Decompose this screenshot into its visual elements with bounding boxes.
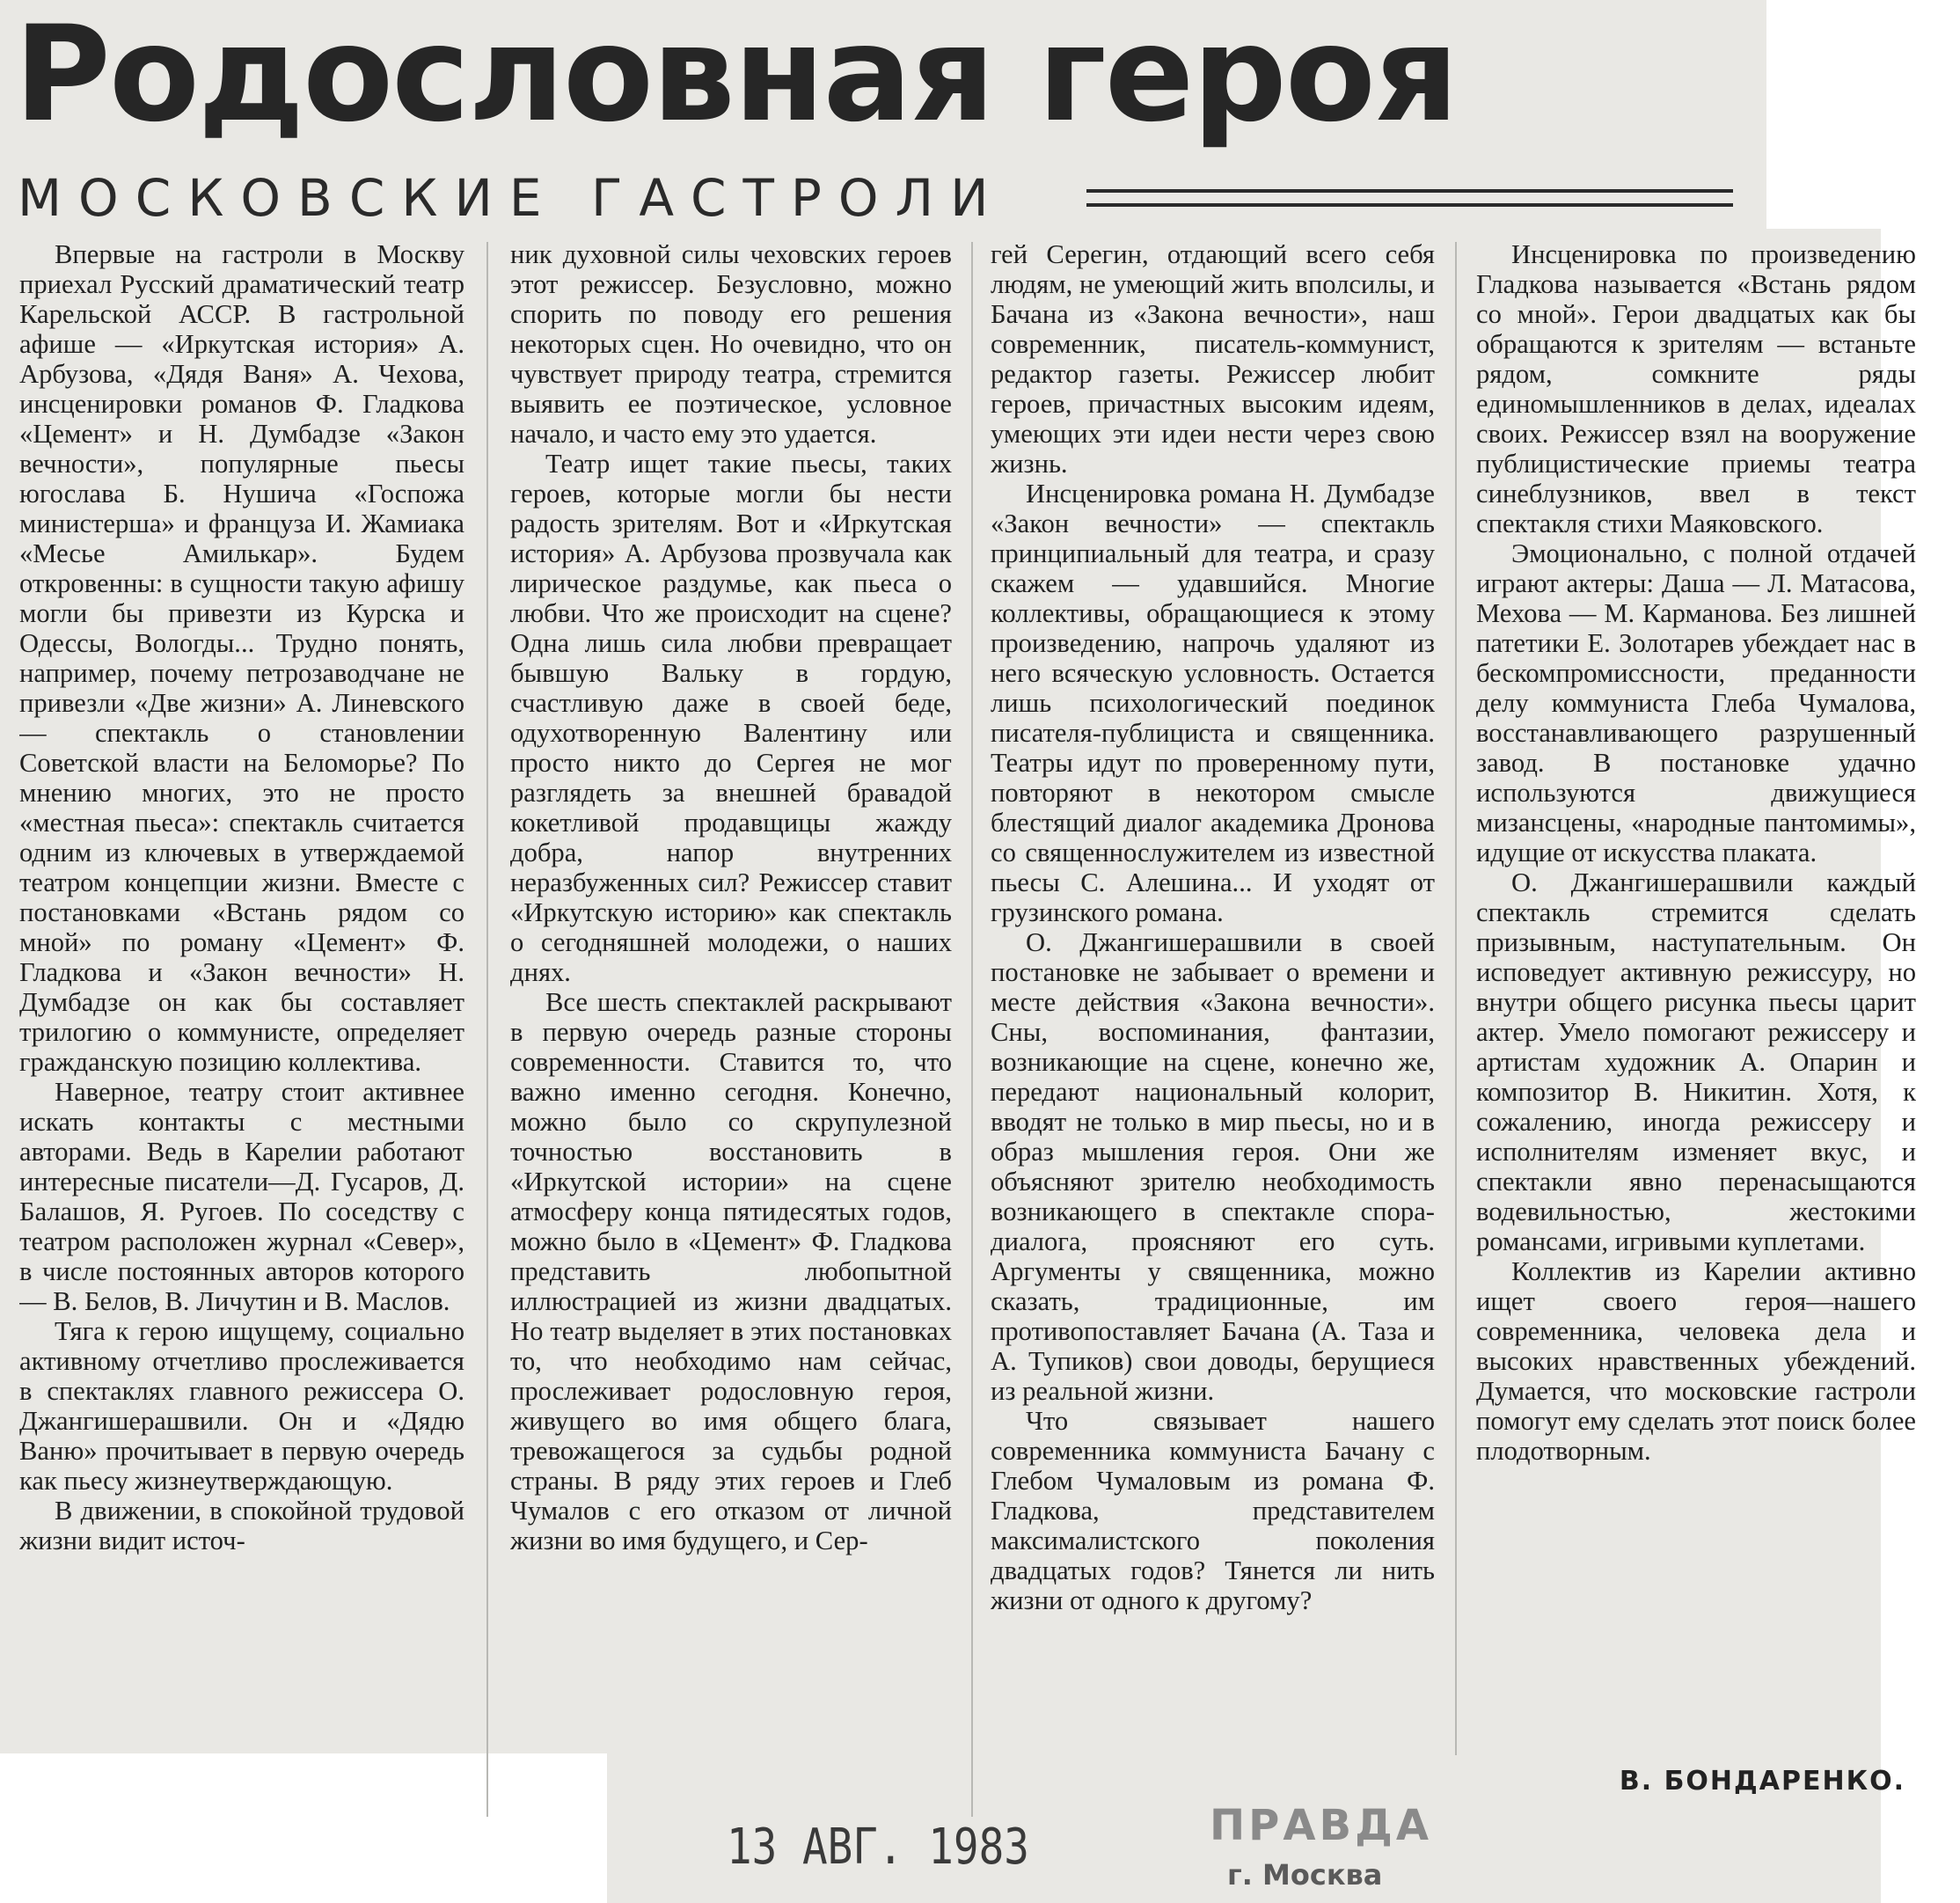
rubric-rule [1086,189,1733,193]
paragraph: О. Джангишерашвили каждый спектакль стремится сделать призывным, наступательным. Он исповедует активную режиссуру, но внутри общего рисунка пьесы царит актер. Умело помогают режиссеру и артистам художник А. Опарин и композитор В. Никитин. Хотя, к сожалению, иногда режиссеру и исполнителям изменяет вкус, и спектакли явно перенасыщаются водевильностью, жестокими романсами, игривыми куплетами. [1476,867,1916,1256]
column-divider [486,242,488,1817]
paragraph: Инсценировка по произведению Гладкова называется «Встань рядом со мной». Герои двадцатых как бы обращаются к зрителям — встаньте рядом, сомкните ряды единомышленников в делах, идеалах своих. Режиссер взял на вооружение публицистические приемы театра синеблузников, ввел в текст спектакля стихи Маяковского. [1476,239,1916,538]
paragraph: Эмоционально, с полной отдачей играют актеры: Даша — Л. Матасова, Мехова — М. Карманова. Без лишней патетики Е. Золотарев убеждает нас в бескомпромиссности, преданности делу коммуниста Глеба Чумалова, восстанавливающего разрушенный завод. В постановке удачно используются движущиеся мизансцены, «народные пантомимы», идущие от искусства плаката. [1476,538,1916,867]
paragraph: Наверное, театру стоит активнее искать контакты с местными авторами. Ведь в Карелии работают интересные писатели—Д. Гусаров, Д. Балашов, Я. Ругоев. По соседству с театром расположен журнал «Север», в числе постоянных авторов которого — В. Белов, В. Личутин и В. Маслов. [19,1077,464,1316]
city-stamp: г. Москва [1227,1858,1383,1892]
author-signature: В. БОНДАРЕНКО. [1619,1766,1905,1797]
paragraph: Тяга к герою ищущему, социально активному отчетливо прослеживается в спектаклях главного режиссера О. Джангишерашвили. Он и «Дядю Ваню» прочитывает в первую очередь как пьесу жизнеутверждающую. [19,1316,464,1496]
rubric: МОСКОВСКИЕ ГАСТРОЛИ [18,168,1006,228]
article-column-2 [510,239,952,1814]
column-divider [1455,242,1457,1755]
date-stamp: 13 АВГ. 1983 [727,1819,1029,1876]
column-divider [971,242,973,1817]
rubric-row [18,163,1733,233]
newspaper-stamp: ПРАВДА [1210,1801,1432,1850]
paragraph: Впервые на гастроли в Москву приехал Русский драматический театр Карельской АССР. В гастрольной афише — «Иркутская история» А. Арбузова, «Дядя Ваня» А. Чехова, инсценировки романов Ф. Гладкова «Цемент» и Н. Думбадзе «Закон вечности», популярные пьесы югослава Б. Нушича «Госпожа министерша» и француза И. Жамиака «Месье Амилькар». Будем откровенны: в сущности такую афишу могли бы привезти из Курска и Одессы, Вологды... Трудно понять, например, почему петрозаводчане не привезли «Две жизни» А. Линевского — спектакль о становлении Советской власти на Беломорье? По мнению многих, это не просто «местная пьеса»: спектакль считается одним из ключевых в утверждаемой театром концепции жизни. Вместе с постановками «Встань рядом со мной» по роману «Цемент» Ф. Гладкова и «Закон вечности» Н. Думбадзе он как бы составляет трилогию о коммунисте, определяет гражданскую позицию коллектива. [19,239,464,1077]
paragraph: Все шесть спектаклей раскрывают в первую очередь разные стороны современности. Ставится то, что важно именно сегодня. Конечно, можно было со скрупулезной точностью восстановить в «Иркутской истории» на сцене атмосферу конца пятидесятых годов, можно было в «Цемент» Ф. Гладкова представить любопытной иллюстрацией из жизни двадцатых. Но театр выделяет в этих постановках то, что необходимо нам сейчас, прослеживает родословную героя, живущего во имя общего блага, тревожащегося за судьбы родной страны. В ряду этих героев и Глеб Чумалов с его отказом от личной жизни во имя будущего, и Сер- [510,987,952,1555]
paragraph: Театр ищет такие пьесы, таких героев, которые могли бы нести радость зрителям. Вот и «Иркутская история» А. Арбузова прозвучала как лирическое раздумье, как пьеса о любви. Что же происходит на сцене? Одна лишь сила любви превращает бывшую Вальку в гордую, счастливую даже в своей беде, одухотворенную Валентину или просто никто до Сергея не мог разглядеть за внешней бравадой кокетливой продавщицы жажду добра, напор внутренних неразбуженных сил? Режиссер ставит «Иркутскую историю» как спектакль о сегодняшней молодежи, о наших днях. [510,449,952,987]
rubric-rule [1086,203,1733,207]
paragraph: Коллектив из Карелии активно ищет своего героя—нашего современника, человека дела и высоких нравственных убеждений. Думается, что московские гастроли помогут ему сделать этот поиск более плодотворным. [1476,1256,1916,1466]
paragraph: гей Серегин, отдающий всего себя людям, не умеющий жить вполсилы, и Бачана из «Закона вечности», наш современник, писатель-коммунист, редактор газеты. Режиссер любит героев, причастных высоким идеям, умеющих эти идеи нести через свою жизнь. [991,239,1435,479]
paragraph: Инсценировка романа Н. Думбадзе «Закон вечности» — спектакль принципиальный для театра, и сразу скажем — удавшийся. Многие коллективы, обращающиеся к этому произведению, напрочь удаляют из него всяческую условность. Остается лишь психологический поединок писателя-публициста и священника. Театры идут по проверенному пути, повторяют в некотором смысле блестящий диалог академика Дронова со священнослужителем из известной пьесы С. Алешина... И уходят от грузинского романа. [991,479,1435,927]
paragraph: Что связывает нашего современника коммуниста Бачану с Глебом Чумаловым из романа Ф. Гладкова, представителем максималистского поколения двадцатых годов? Тянется ли нить жизни от одного к другому? [991,1406,1435,1615]
headline: Родословная героя [14,0,1458,151]
article-column-3 [991,239,1435,1814]
article-column-4 [1476,239,1916,1717]
article-column-1 [19,239,464,1814]
paragraph: ник духовной силы чеховских героев этот режиссер. Безусловно, можно спорить по поводу его решения некоторых сцен. Но очевидно, что он чувствует природу театра, стремится выявить ее поэтическое, условное начало, и часто ему это удается. [510,239,952,449]
paragraph: О. Джангишерашвили в своей постановке не забывает о времени и месте действия «Закона вечности». Сны, воспоминания, фантазии, возникающие на сцене, конечно же, передают национальный колорит, вводят не только в мир пьесы, но и в образ мышления героя. Они же объясняют зрителю необходимость возникающего в спектакле спора-диалога, проясняют его суть. Аргументы у священника, можно сказать, традиционные, им противопоставляет Бачана (А. Таза и А. Тупиков) свои доводы, берущиеся из реальной жизни. [991,927,1435,1406]
paragraph: В движении, в спокойной трудовой жизни видит источ- [19,1496,464,1555]
